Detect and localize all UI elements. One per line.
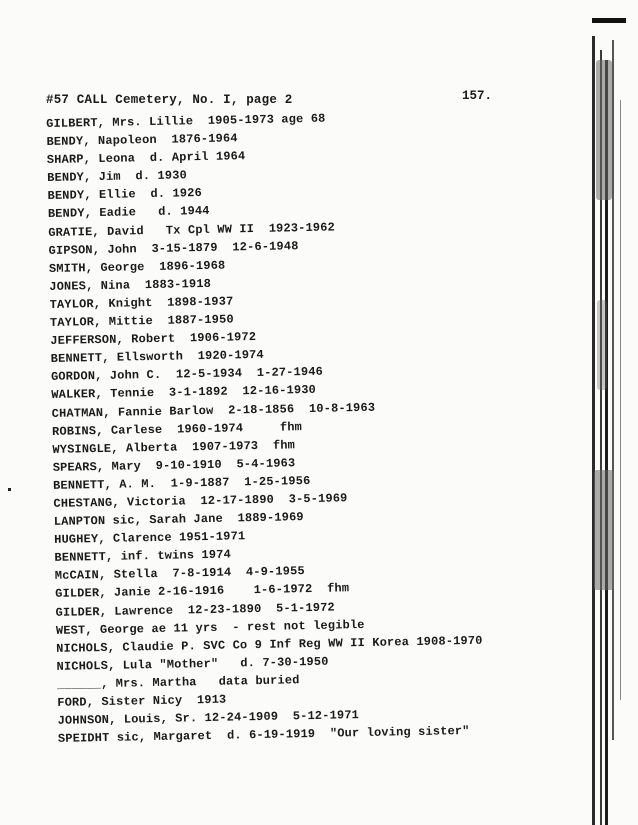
burial-entry: JONES, Nina 1883-1918: [49, 276, 212, 294]
burial-entry: GILDER, Janie 2-16-1916 1-6-1972 fhm: [55, 581, 350, 602]
burial-entry: BENNETT, inf. twins 1974: [54, 547, 232, 566]
burial-entry: TAYLOR, Mittie 1887-1950: [49, 312, 234, 330]
page-number: 157.: [462, 89, 493, 103]
burial-entry: HUGHEY, Clarence 1951-1971: [54, 529, 246, 548]
burial-entry: LANPTON sic, Sarah Jane 1889-1969: [53, 510, 304, 529]
burial-entry: JEFFERSON, Robert 1906-1972: [50, 330, 257, 349]
burial-entry: WEST, George ae 11 yrs - rest not legible: [55, 617, 365, 638]
edge-smudge: [596, 60, 612, 200]
burial-entry: WALKER, Tennie 3-1-1892 12-16-1930: [51, 383, 317, 403]
edge-smudge: [597, 300, 607, 390]
burial-entry: ROBINS, Carlese 1960-1974 fhm: [51, 419, 303, 439]
burial-entry: BENDY, Jim d. 1930: [47, 168, 188, 186]
page-title: #57 CALL Cemetery, No. I, page 2: [46, 93, 293, 107]
burial-entry: ______, Mrs. Martha data buried: [56, 673, 300, 692]
edge-streak: [592, 36, 595, 825]
burial-entry: BENNETT, Ellsworth 1920-1974: [50, 348, 264, 367]
scan-binding-edge: [592, 0, 638, 825]
burial-list: [46, 105, 558, 748]
burial-entry: GRATIE, David Tx Cpl WW II 1923-1962: [48, 220, 336, 240]
burial-entry: GIPSON, John 3-15-1879 12-6-1948: [48, 238, 299, 258]
burial-entry: SHARP, Leona d. April 1964: [46, 149, 246, 168]
burial-entry: BENDY, Napoleon 1876-1964: [46, 131, 238, 150]
burial-entry: FORD, Sister Nicy 1913: [57, 692, 227, 710]
burial-entry: NICHOLS, Claudie P. SVC Co 9 Inf Reg WW II Korea 1908-1970: [56, 633, 483, 656]
scan-speck: [8, 488, 11, 491]
burial-entry: SPEIDHT sic, Margaret d. 6-19-1919 "Our loving sister": [57, 724, 470, 747]
edge-smudge: [594, 470, 614, 590]
burial-entry: SMITH, George 1896-1968: [48, 258, 226, 276]
edge-corner-mark: [592, 18, 626, 23]
burial-entry: BENDY, Eadie d. 1944: [47, 204, 210, 222]
burial-entry: GILBERT, Mrs. Lillie 1905-1973 age 68: [46, 111, 326, 131]
burial-entry: GORDON, John C. 12-5-1934 1-27-1946: [50, 365, 324, 385]
burial-entry: GILDER, Lawrence 12-23-1890 5-1-1972: [55, 600, 335, 620]
edge-streak: [612, 40, 614, 740]
burial-entry: NICHOLS, Lula "Mother" d. 7-30-1950: [56, 654, 329, 674]
burial-entry: JOHNSON, Louis, Sr. 12-24-1909 5-12-1971: [57, 708, 360, 728]
burial-entry: CHATMAN, Fannie Barlow 2-18-1856 10-8-1963: [51, 400, 376, 421]
burial-entry: WYSINGLE, Alberta 1907-1973 fhm: [52, 437, 296, 457]
burial-entry: SPEARS, Mary 9-10-1910 5-4-1963: [52, 456, 296, 475]
burial-entry: TAYLOR, Knight 1898-1937: [49, 294, 234, 312]
burial-entry: BENNETT, A. M. 1-9-1887 1-25-1956: [52, 473, 311, 493]
burial-entry: McCAIN, Stella 7-8-1914 4-9-1955: [54, 564, 305, 584]
burial-entry: CHESTANG, Victoria 12-17-1890 3-5-1969: [53, 491, 348, 511]
edge-streak: [620, 100, 621, 700]
burial-entry: BENDY, Ellie d. 1926: [47, 186, 203, 204]
